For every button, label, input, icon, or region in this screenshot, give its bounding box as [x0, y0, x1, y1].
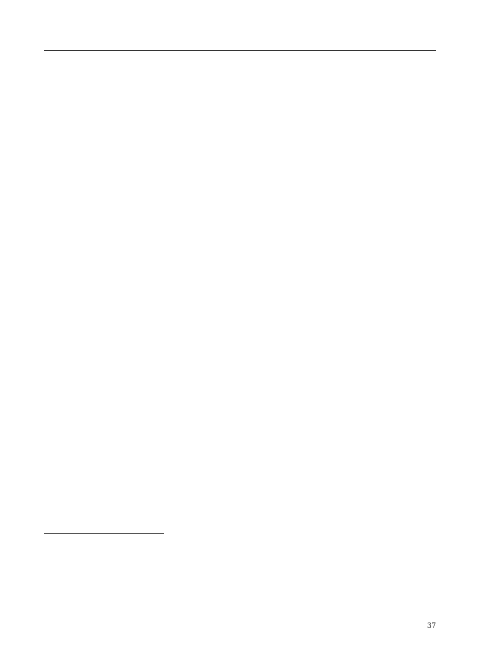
paragraph: [44, 128, 436, 140]
paragraph: [44, 154, 436, 166]
footnote: [44, 597, 436, 607]
section-heading: [44, 106, 436, 122]
footnote: [44, 547, 436, 557]
paragraph: [44, 86, 436, 98]
footnotes: [44, 533, 436, 607]
paragraph: [44, 73, 436, 85]
body-text: [44, 60, 436, 180]
header-rule: [44, 50, 436, 51]
running-header: [44, 38, 436, 52]
footnote: [44, 577, 436, 587]
paragraph: [44, 141, 436, 153]
footnote-rule: [44, 533, 164, 534]
paragraph: [44, 60, 436, 72]
footnote: [44, 537, 436, 547]
footnote: [44, 567, 436, 577]
page-number: 37: [427, 622, 436, 630]
footnote: [44, 587, 436, 597]
footnote: [44, 557, 436, 567]
paragraph: [44, 167, 436, 179]
